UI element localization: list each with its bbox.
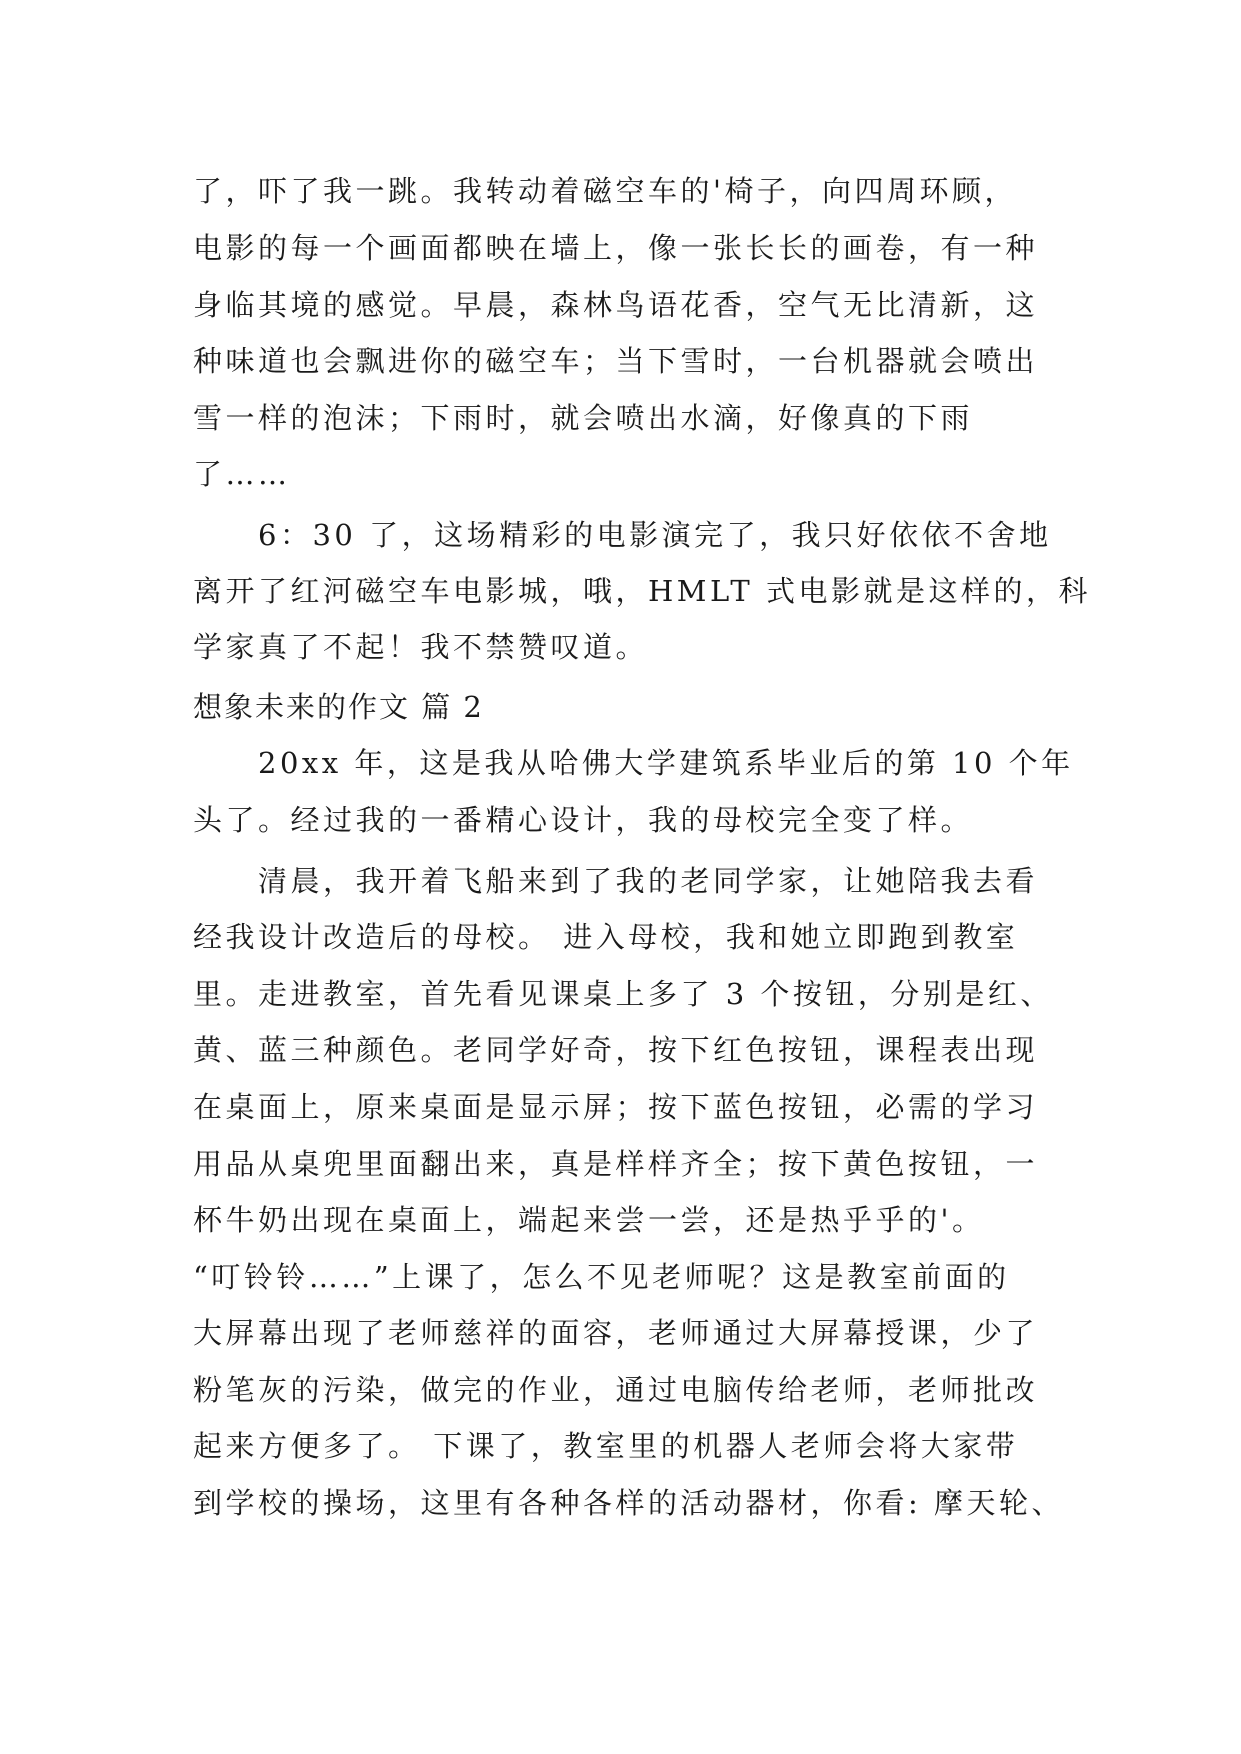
text-line: 身临其境的感觉。早晨，森林鸟语花香，空气无比清新，这 <box>193 288 1039 322</box>
text-line: 里。走进教室，首先看见课桌上多了 3 个按钮，分别是红、 <box>193 977 1053 1011</box>
text-line: 起来方便多了。 下课了，教室里的机器人老师会将大家带 <box>193 1429 1019 1463</box>
text-line: 20xx 年，这是我从哈佛大学建筑系毕业后的第 10 个年 <box>193 746 1074 780</box>
text-line: 到学校的操场，这里有各种各样的活动器材，你看: 摩天轮、 <box>193 1486 1064 1520</box>
text-line: “叮铃铃……”上课了，怎么不见老师呢？这是教室前面的 <box>193 1260 1010 1294</box>
text-line: 清晨，我开着飞船来到了我的老同学家，让她陪我去看 <box>193 864 1039 898</box>
text-line: 离开了红河磁空车电影城，哦，HMLT 式电影就是这样的，科 <box>193 574 1091 608</box>
text-line: 了，吓了我一跳。我转动着磁空车的'椅子，向四周环顾， <box>193 174 1017 208</box>
text-line: 大屏幕出现了老师慈祥的面容，老师通过大屏幕授课，少了 <box>193 1316 1039 1350</box>
text-line: 种味道也会飘进你的磁空车；当下雪时，一台机器就会喷出 <box>193 344 1039 378</box>
text-line: 电影的每一个画面都映在墙上，像一张长长的画卷，有一种 <box>193 231 1039 265</box>
text-line: 用品从桌兜里面翻出来，真是样样齐全；按下黄色按钮，一 <box>193 1147 1039 1181</box>
section-heading: 想象未来的作文 篇 2 <box>193 690 484 724</box>
text-line: 学家真了不起！我不禁赞叹道。 <box>193 630 649 664</box>
text-line: 雪一样的泡沫；下雨时，就会喷出水滴，好像真的下雨 <box>193 401 974 435</box>
text-line: 粉笔灰的污染，做完的作业，通过电脑传给老师，老师批改 <box>193 1373 1039 1407</box>
text-line: 了…… <box>193 457 291 491</box>
text-line: 头了。经过我的一番精心设计，我的母校完全变了样。 <box>193 803 974 837</box>
text-line: 杯牛奶出现在桌面上，端起来尝一尝，还是热乎乎的'。 <box>193 1203 985 1237</box>
text-line: 6：30 了，这场精彩的电影演完了，我只好依依不舍地 <box>193 518 1052 552</box>
text-line: 经我设计改造后的母校。 进入母校，我和她立即跑到教室 <box>193 920 1019 954</box>
text-line: 在桌面上，原来桌面是显示屏；按下蓝色按钮，必需的学习 <box>193 1090 1039 1124</box>
text-line: 黄、蓝三种颜色。老同学好奇，按下红色按钮，课程表出现 <box>193 1033 1039 1067</box>
